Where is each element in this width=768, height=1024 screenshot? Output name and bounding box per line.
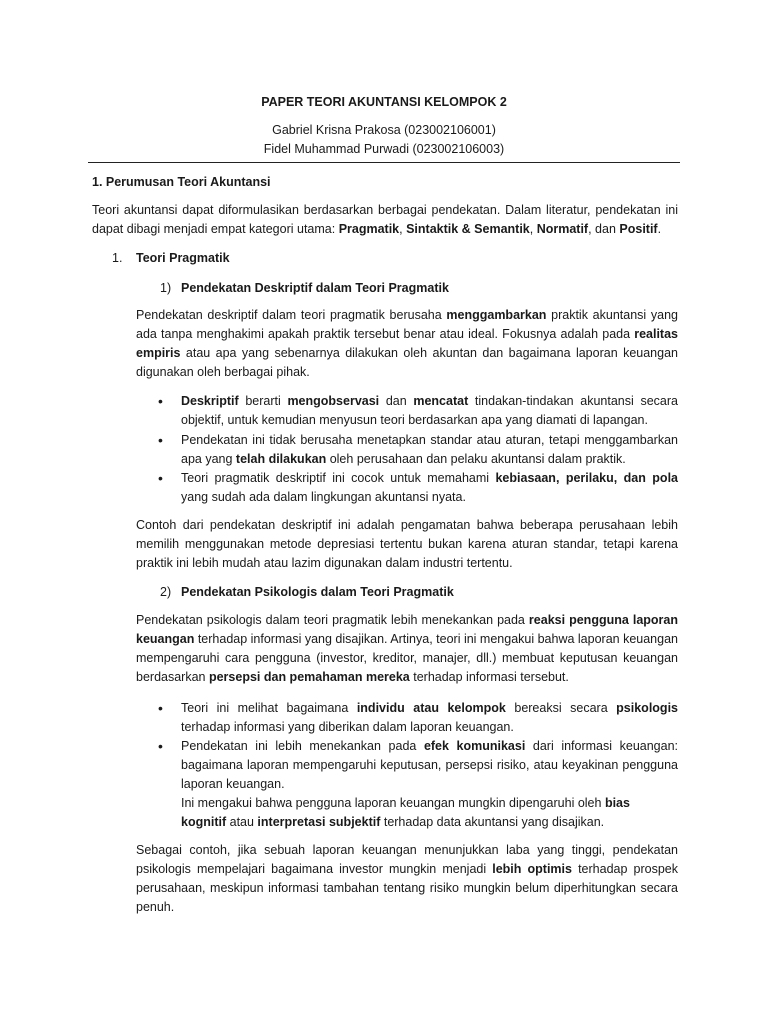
psychological-paragraph: Pendekatan psikologis dalam teori pragmatik lebih menekankan pada reaksi pengguna laporan keuangan terhadap informasi yang disajikan. Artinya, teori ini mengakui bahwa laporan keuangan mempengaruhi cara pengguna (investor, kreditor, manajer, dll.) membuat keputusan keuangan berdasarkan persepsi dan pemahaman mereka terhadap informasi tersebut.	[136, 613, 678, 684]
descriptive-example-paragraph: Contoh dari pendekatan deskriptif ini adalah pengamatan bahwa beberapa perusahaan lebih memilih menggunakan metode depresiasi tertentu bukan karena aturan standar, tetapi karena praktik ini lebih mudah atau lazim digunakan dalam industri tertentu.	[136, 518, 678, 570]
bullet-item: Pendekatan ini lebih menekankan pada efek komunikasi dari informasi keuangan: bagaimana laporan mempengaruhi keputusan, persepsi risiko, atau keyakinan pengguna laporan keuangan.	[181, 739, 678, 791]
header-divider	[88, 162, 680, 163]
bullet-item: Teori ini melihat bagaimana individu atau kelompok bereaksi secara psikologis terhadap informasi yang diberikan dalam laporan keuangan.	[181, 701, 678, 734]
list-item-title: Teori Pragmatik	[136, 251, 230, 265]
bullet-marker: •	[158, 738, 163, 754]
author-2: Fidel Muhammad Purwadi (023002106003)	[263, 142, 505, 156]
bullet-item: Deskriptif berarti mengobservasi dan mencatat tindakan-tindakan akuntansi secara objektif, untuk kemudian menyusun teori berdasarkan apa yang diamati di lapangan.	[181, 394, 678, 427]
psychological-example-paragraph: Sebagai contoh, jika sebuah laporan keuangan menunjukkan laba yang tinggi, pendekatan psikologis mempelajari bagaimana investor mungkin menjadi lebih optimis terhadap prospek perusahaan, meskipun informasi tambahan tentang risiko mungkin belum diperhitungkan secara penuh.	[136, 843, 679, 914]
bullet-marker: •	[158, 393, 163, 409]
intro-paragraph: Teori akuntansi dapat diformulasikan berdasarkan berbagai pendekatan. Dalam literatur, pendekatan ini dapat dibagi menjadi empat kategori utama: Pragmatik, Sintaktik & Semantik, Normatif, dan Positif.	[92, 203, 678, 236]
subsection-title: Pendekatan Psikologis dalam Teori Pragmatik	[181, 585, 454, 599]
descriptive-paragraph: Pendekatan deskriptif dalam teori pragmatik berusaha menggambarkan praktik akuntansi yang ada tanpa menghakimi apakah praktik tersebut benar atau ideal. Fokusnya adalah pada realitas empiris atau apa yang sebenarnya dilakukan oleh akuntan dan bagaimana laporan keuangan digunakan oleh berbagai pihak.	[136, 308, 678, 379]
section-heading: 1. Perumusan Teori Akuntansi	[92, 175, 271, 189]
author-1: Gabriel Krisna Prakosa (023002106001)	[272, 123, 496, 137]
subsection-number: 2)	[160, 585, 172, 599]
bullet-item: Pendekatan ini tidak berusaha menetapkan standar atau aturan, tetapi menggambarkan apa yang telah dilakukan oleh perusahaan dan pelaku akuntansi dalam praktik.	[181, 433, 678, 466]
subsection-title: Pendekatan Deskriptif dalam Teori Pragmatik	[181, 281, 449, 295]
page-title: PAPER TEORI AKUNTANSI KELOMPOK 2	[261, 95, 507, 109]
bullet-marker: •	[158, 700, 163, 716]
bullet-continuation: Ini mengakui bahwa pengguna laporan keuangan mungkin dipengaruhi oleh bias kognitif atau interpretasi subjektif terhadap data akuntansi yang disajikan.	[181, 796, 630, 829]
bullet-marker: •	[158, 470, 163, 486]
subsection-number: 1)	[160, 281, 172, 295]
bullet-item: Teori pragmatik deskriptif ini cocok untuk memahami kebiasaan, perilaku, dan pola yang sudah ada dalam lingkungan akuntansi nyata.	[181, 471, 678, 504]
list-item-number: 1.	[112, 251, 123, 265]
bullet-marker: •	[158, 432, 163, 448]
